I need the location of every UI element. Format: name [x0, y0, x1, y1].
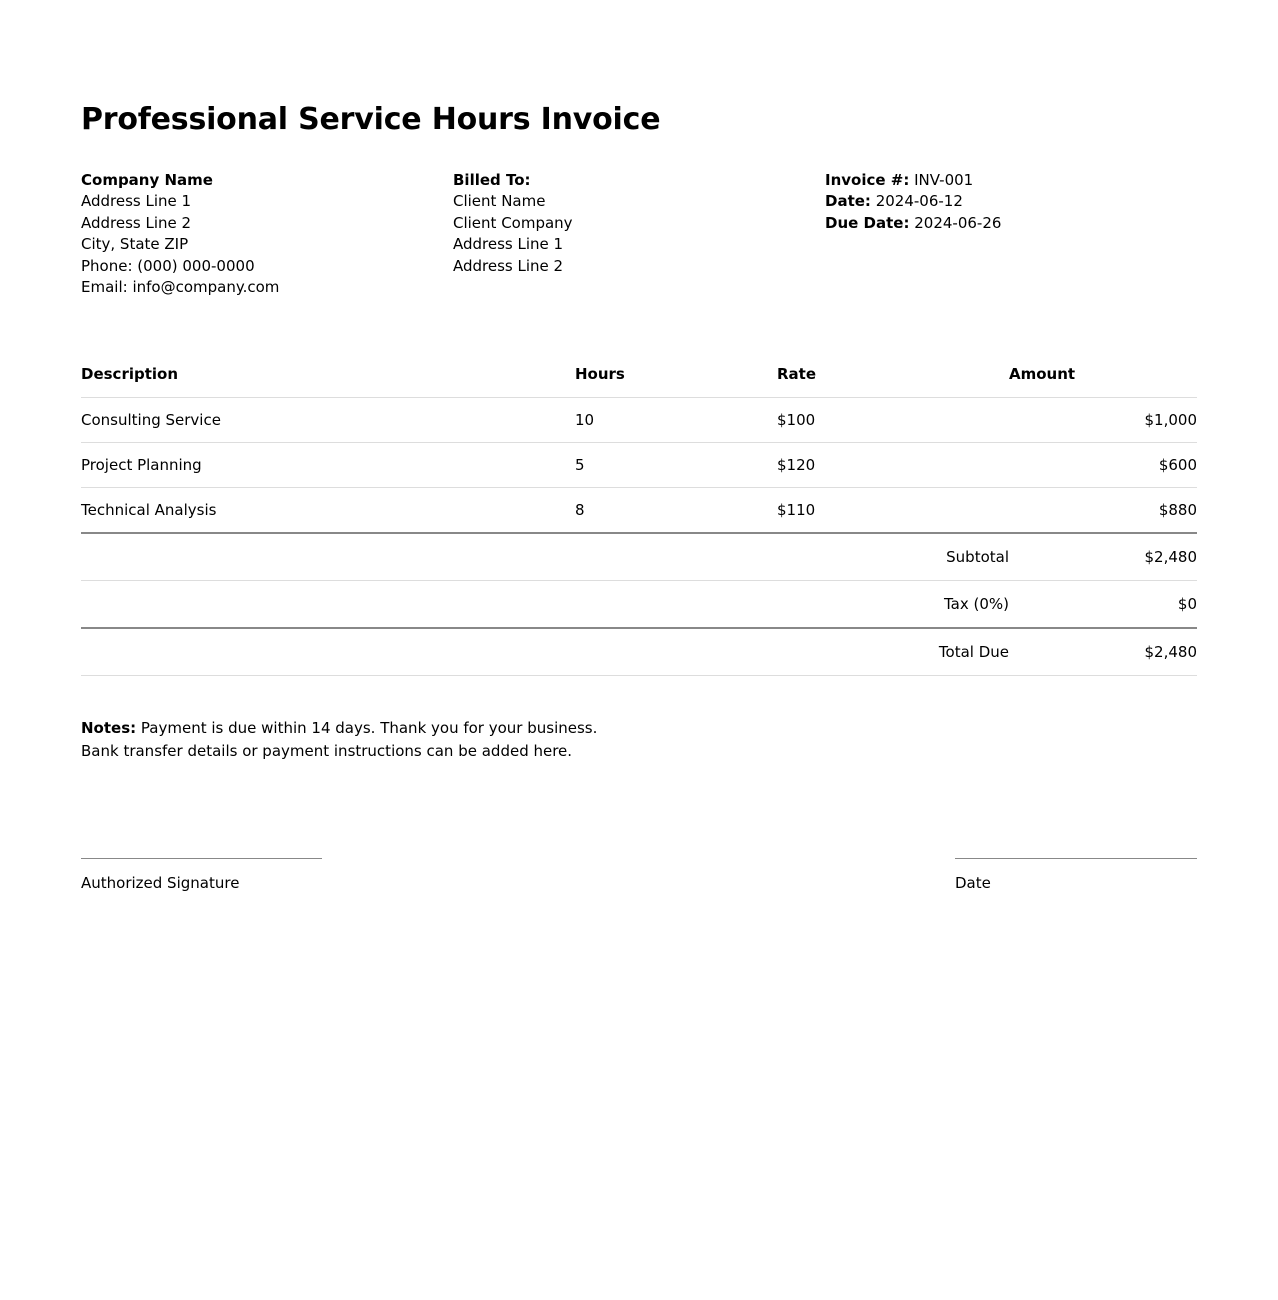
invoice-date-row [825, 191, 1197, 213]
column-header-rate: Rate [777, 352, 1009, 398]
subtotal-spacer-description [81, 533, 575, 581]
cell-hours: 5 [575, 442, 777, 487]
total-spacer-description [81, 628, 575, 676]
total-due-label: Total Due [777, 628, 1009, 676]
client-name: Client Name [453, 192, 546, 210]
invoice-meta-section [81, 170, 1197, 300]
column-header-hours: Hours [575, 352, 777, 398]
billed-to-heading: Billed To: [453, 170, 531, 189]
notes-text-1: Payment is due within 14 days. Thank you for your business. [140, 718, 598, 737]
cell-description: Technical Analysis [81, 487, 575, 533]
table-header-row [81, 352, 1197, 398]
authorized-signature-caption: Authorized Signature [81, 873, 240, 892]
cell-amount: $600 [1009, 442, 1197, 487]
table-body [81, 397, 1197, 675]
authorized-signature-block [81, 858, 322, 892]
signature-date-line[interactable] [955, 858, 1197, 859]
tax-spacer-hours [575, 580, 777, 628]
notes-section [81, 717, 981, 763]
client-address-line-1: Address Line 1 [453, 235, 564, 253]
line-items-table [81, 352, 1197, 676]
authorized-signature-line[interactable] [81, 858, 322, 859]
subtotal-spacer-hours [575, 533, 777, 581]
invoice-number-value: INV-001 [914, 170, 974, 189]
company-address-line-2: Address Line 2 [81, 213, 192, 232]
column-header-amount: Amount [1009, 352, 1197, 398]
tax-spacer-description [81, 580, 575, 628]
signature-date-caption: Date [955, 873, 991, 892]
client-address-line-2: Address Line 2 [453, 256, 564, 275]
company-address-block [81, 170, 441, 299]
total-due-value: $2,480 [1009, 628, 1197, 676]
invoice-details-block [825, 170, 1197, 235]
invoice-due-date-label: Due Date: [825, 213, 910, 232]
subtotal-row [81, 533, 1197, 581]
invoice-due-date-value: 2024-06-26 [914, 213, 1002, 232]
page-title: Professional Service Hours Invoice [81, 102, 661, 137]
notes-label: Notes: [81, 718, 137, 737]
column-header-description: Description [81, 352, 575, 398]
subtotal-label: Subtotal [777, 533, 1009, 581]
cell-hours: 10 [575, 397, 777, 442]
subtotal-value: $2,480 [1009, 533, 1197, 581]
cell-amount: $1,000 [1009, 397, 1197, 442]
cell-description: Consulting Service [81, 397, 575, 442]
signature-date-block [955, 858, 1197, 892]
billed-to-block [453, 170, 813, 278]
company-city-state-zip: City, State ZIP [81, 235, 189, 253]
total-due-row [81, 628, 1197, 676]
table-row [81, 487, 1197, 533]
invoice-due-date-row [825, 213, 1197, 235]
company-address-line-1: Address Line 1 [81, 192, 192, 210]
company-phone: Phone: (000) 000-0000 [81, 256, 255, 275]
notes-line-2: Bank transfer details or payment instructions can be added here. [81, 741, 573, 760]
company-name: Company Name [81, 170, 213, 189]
table-header [81, 352, 1197, 398]
invoice-number-label: Invoice #: [825, 170, 910, 189]
signature-section [81, 858, 1197, 918]
cell-amount: $880 [1009, 487, 1197, 533]
cell-rate: $100 [777, 397, 1009, 442]
company-email: Email: info@company.com [81, 278, 280, 296]
notes-line-1 [81, 717, 981, 740]
invoice-number-row [825, 170, 1197, 192]
tax-value: $0 [1009, 580, 1197, 628]
cell-hours: 8 [575, 487, 777, 533]
client-company: Client Company [453, 213, 573, 232]
invoice-content [81, 0, 1197, 918]
tax-row [81, 580, 1197, 628]
invoice-date-label: Date: [825, 192, 871, 210]
cell-description: Project Planning [81, 442, 575, 487]
cell-rate: $120 [777, 442, 1009, 487]
cell-rate: $110 [777, 487, 1009, 533]
total-spacer-hours [575, 628, 777, 676]
table-row [81, 442, 1197, 487]
tax-label: Tax (0%) [777, 580, 1009, 628]
table-row [81, 397, 1197, 442]
invoice-date-value: 2024-06-12 [875, 192, 963, 210]
